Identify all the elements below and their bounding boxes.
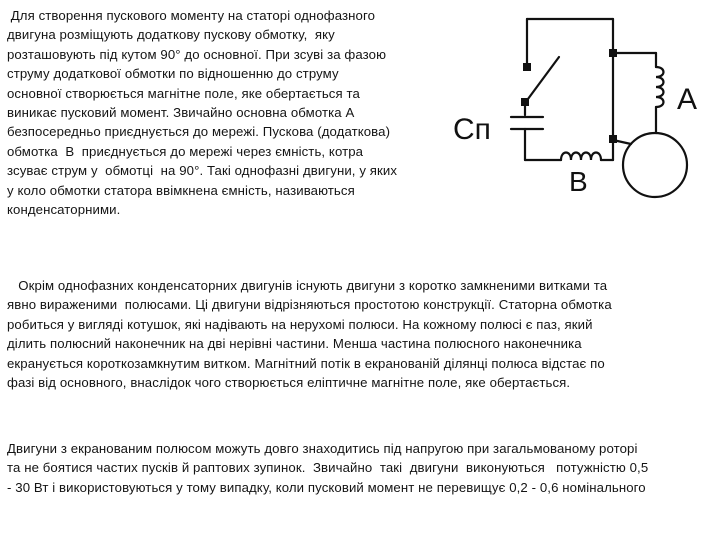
text-line: робиться у вигляді котушок, які надівають на нерухомі полюси. На кожному полюсі є паз, який xyxy=(7,316,593,332)
text-line: конденсаторними. xyxy=(7,202,121,218)
capacitor-motor-circuit-diagram xyxy=(445,5,715,215)
capacitor-label: Cп xyxy=(453,113,491,146)
terminal-mark xyxy=(523,63,531,71)
text-line: фазі від основного, внаслідок чого створюється еліптичне магнітне поле, яке обертається. xyxy=(7,375,571,391)
text-line: основної створюється магнітне поле, яке обертається та xyxy=(7,85,360,101)
paragraph-capacitor-motor xyxy=(7,6,447,219)
text-line: та не боятися частих пусків й раптових зупинок. Звичайно такі двигуни виконуються потужністю 0,5 xyxy=(7,460,649,476)
junction-dot xyxy=(609,135,617,143)
text-line: ділить полюсний наконечник на дві нерівні частини. Менша частина полюсного наконечника xyxy=(7,336,582,352)
paragraph-shaded-pole-usage xyxy=(7,439,712,497)
text-line: Для створення пускового моменту на статорі однофазного xyxy=(7,8,376,23)
winding-a-label: A xyxy=(677,83,698,116)
text-line: екранується короткозамкнутим витком. Магнітний потік в екранованій ділянці полюса відстає по xyxy=(7,355,605,371)
text-line: розташовують під кутом 90° до основної. При зсуві за фазою xyxy=(7,46,387,62)
terminal-mark xyxy=(521,98,529,106)
text-line: струму додаткової обмотки по відношенню до струму xyxy=(7,66,339,82)
text-line: безпосередньо приєднується до мережі. Пускова (додаткова) xyxy=(7,124,391,140)
text-line: виникає пусковий момент. Звичайно основна обмотка А xyxy=(7,105,355,121)
text-line: обмотка В приєднується до мережі через ємність, котра xyxy=(7,143,364,159)
text-line: Окрім однофазних конденсаторних двигунів існують двигуни з коротко замкненими витками та xyxy=(7,278,608,293)
text-line: двигуна розміщують додаткову пускову обмотку, яку xyxy=(7,27,335,43)
junction-dot xyxy=(609,49,617,57)
winding-b-label: B xyxy=(569,166,588,197)
text-line: у коло обмотки статора ввімкнена ємність, називаються xyxy=(7,182,355,198)
paragraph-shaded-pole-motor xyxy=(7,276,712,392)
text-line: явно вираженими полюсами. Ці двигуни відрізняються простотою конструкції. Статорна обмотка xyxy=(7,297,612,313)
text-line: зсуває струм у обмотці на 90°. Такі однофазні двигуни, у яких xyxy=(7,163,398,179)
text-line: Двигуни з екранованим полюсом можуть довго знаходитись під напругою при загальмованому роторі xyxy=(7,441,638,456)
text-line: - 30 Вт і використовуються у тому випадку, коли пусковий момент не перевищує 0,2 - 0,6 номінального xyxy=(7,479,646,495)
